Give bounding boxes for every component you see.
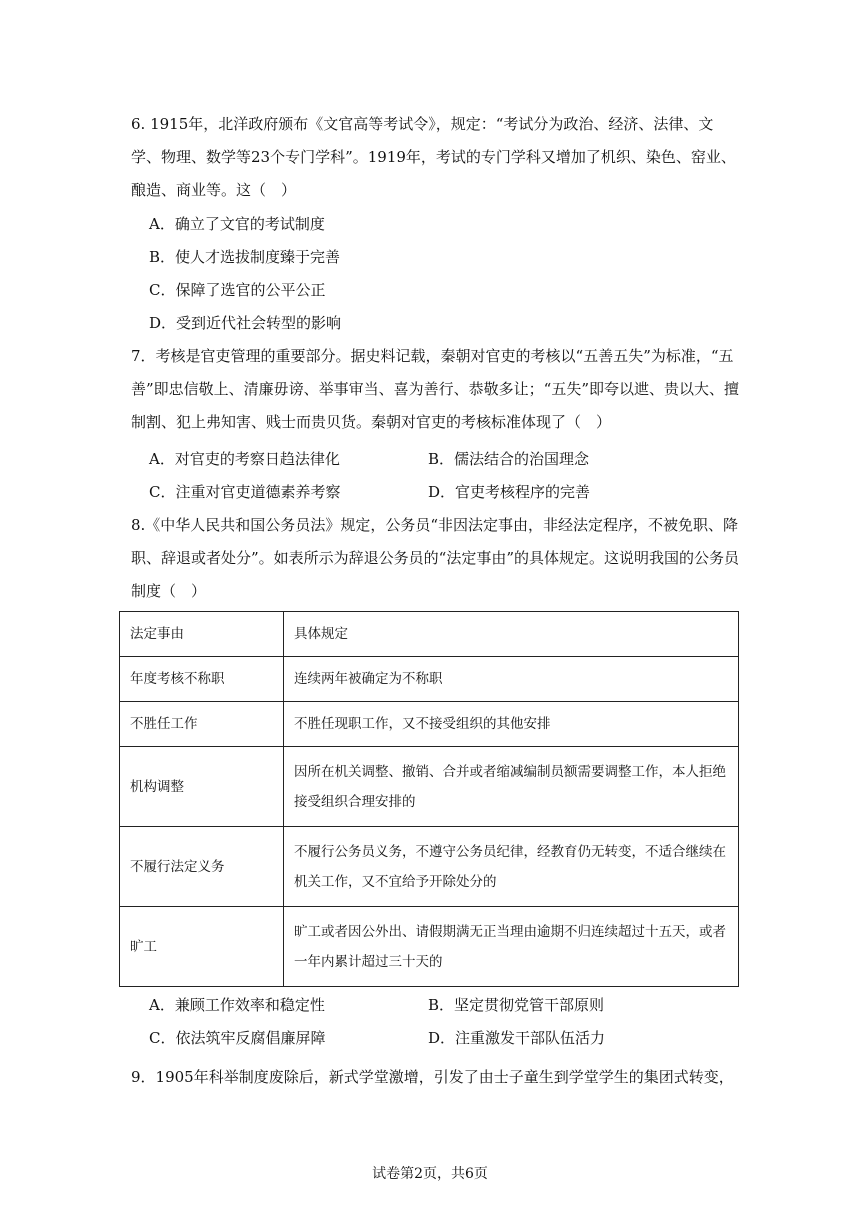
dismissal-rules-table (119, 611, 739, 987)
table-cell-rule: 旷工或者因公外出、请假期满无正当理由逾期不归连续超过十五天，或者一年内累计超过三十天的 (284, 907, 739, 987)
table-cell-reason: 旷工 (120, 907, 284, 987)
table-row (120, 657, 739, 702)
question-6-option-b: B．使人才选拔制度臻于完善 (149, 248, 341, 266)
table-header-row (120, 612, 739, 657)
question-7-option-a: A．对官吏的考察日趋法律化 (149, 450, 340, 468)
question-6-stem: 6. 1915年，北洋政府颁布《文官高等考试令》，规定：“考试分为政治、经济、法律、文学、物理、数学等23个专门学科”。1919年，考试的专门学科又增加了机织、染色、窑业、酿造、商业等。这（ ） (131, 115, 736, 199)
question-9-stem: 9．1905年科举制度废除后，新式学堂激增，引发了由士子童生到学堂学生的集团式转变， (131, 1068, 734, 1086)
question-6-option-a: A．确立了文官的考试制度 (149, 215, 325, 233)
table-header-cell: 法定事由 (120, 612, 284, 657)
question-7-option-c: C．注重对官吏道德素养考察 (149, 483, 341, 501)
question-8-option-b: B．坚定贯彻党管干部原则 (428, 996, 605, 1014)
table-cell-reason: 机构调整 (120, 747, 284, 827)
table-cell-rule: 不履行公务员义务，不遵守公务员纪律，经教育仍无转变，不适合继续在机关工作，又不宜给予开除处分的 (284, 827, 739, 907)
question-8-option-a: A．兼顾工作效率和稳定性 (149, 996, 325, 1014)
table-cell-reason: 不履行法定义务 (120, 827, 284, 907)
question-6-option-d: D．受到近代社会转型的影响 (149, 314, 342, 332)
table-cell-rule: 因所在机关调整、撤销、合并或者缩减编制员额需要调整工作，本人拒绝接受组织合理安排的 (284, 747, 739, 827)
question-7-stem: 7．考核是官吏管理的重要部分。据史料记载，秦朝对官吏的考核以“五善五失”为标准，“五善”即忠信敬上、清廉毋谤、举事审当、喜为善行、恭敬多让；“五失”即夸以迣、贵以大、擅制割、犯上弗知害、贱士而贵贝货。秦朝对官吏的考核标准体现了（ ） (131, 347, 740, 431)
page-footer: 试卷第2页，共6页 (372, 1166, 488, 1182)
question-8-stem: 8.《中华人民共和国公务员法》规定，公务员“非因法定事由，非经法定程序，不被免职、降职、辞退或者处分”。如表所示为辞退公务员的“法定事由”的具体规定。这说明我国的公务员制度（ ） (131, 516, 740, 600)
table-row (120, 747, 739, 827)
table-row (120, 702, 739, 747)
table-row (120, 907, 739, 987)
question-7-option-b: B．儒法结合的治国理念 (428, 450, 590, 468)
table-cell-rule: 不胜任现职工作，又不接受组织的其他安排 (284, 702, 739, 747)
question-6-option-c: C．保障了选官的公平公正 (149, 281, 326, 299)
table-cell-reason: 年度考核不称职 (120, 657, 284, 702)
question-7-option-d: D．官吏考核程序的完善 (428, 483, 591, 501)
table-cell-rule: 连续两年被确定为不称职 (284, 657, 739, 702)
table-cell-reason: 不胜任工作 (120, 702, 284, 747)
question-8-option-c: C．依法筑牢反腐倡廉屏障 (149, 1029, 326, 1047)
table-row (120, 827, 739, 907)
question-8-option-d: D．注重激发干部队伍活力 (428, 1029, 606, 1047)
table-header-cell: 具体规定 (284, 612, 739, 657)
